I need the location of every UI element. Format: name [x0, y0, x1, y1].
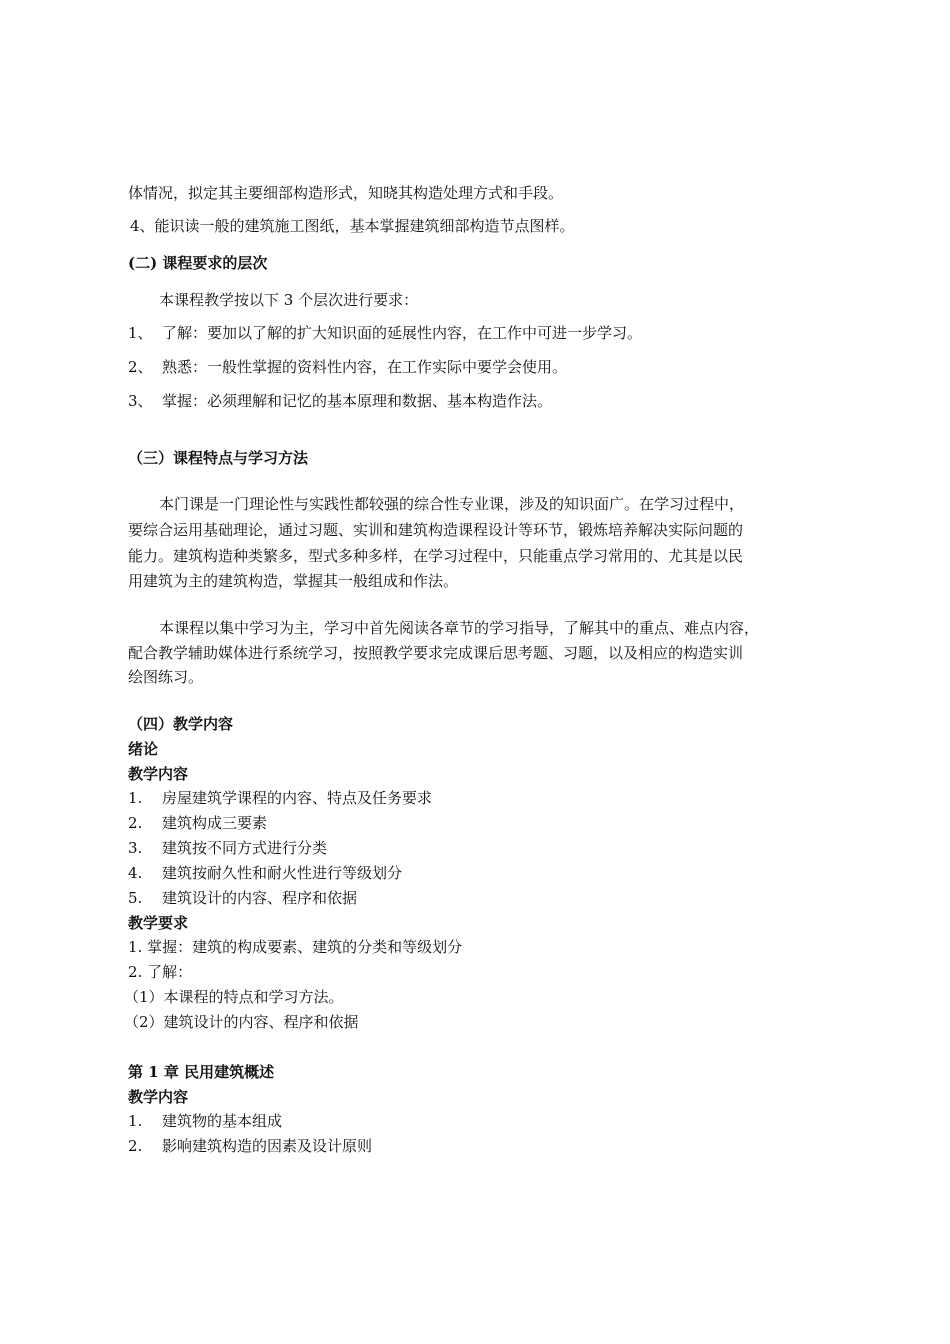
list-item-number: 3、 [128, 392, 153, 410]
list-item-text: 掌握：必须理解和记忆的基本原理和数据、基本构造作法。 [162, 392, 553, 410]
paragraph-line: 本课程以集中学习为主，学习中首先阅读各章节的学习指导，了解其中的重点、难点内容， [159, 619, 760, 637]
requirement-line: 2. 了解： [128, 963, 193, 981]
list-item-text: 建筑按不同方式进行分类 [162, 839, 328, 857]
list-item [128, 391, 552, 411]
list-item [128, 357, 567, 377]
list-item [128, 863, 402, 883]
requirement-line: （1）本课程的特点和学习方法。 [124, 988, 344, 1006]
chapter1-heading: 第 1 章 民用建筑概述 [128, 1063, 275, 1081]
intro-chapter-title: 绪论 [128, 740, 159, 758]
list-item-number: 4. [128, 864, 143, 882]
list-item-number: 1、 [128, 324, 153, 342]
paragraph-line: 用建筑为主的建筑构造，掌握其一般组成和作法。 [128, 572, 459, 590]
list-item-text: 建筑设计的内容、程序和依据 [162, 889, 358, 907]
list-item-text: 建筑按耐久性和耐火性进行等级划分 [162, 864, 403, 882]
list-item [128, 813, 267, 833]
list-item-text: 建筑构成三要素 [162, 814, 268, 832]
list-item-number: 3. [128, 839, 143, 857]
paragraph-line: 本门课是一门理论性与实践性都较强的综合性专业课，涉及的知识面广。在学习过程中， [159, 495, 745, 513]
intro-line-1: 体情况，拟定其主要细部构造形式，知晓其构造处理方式和手段。 [128, 184, 564, 202]
content-label: 教学内容 [128, 1088, 189, 1106]
list-item-number: 2、 [128, 358, 153, 376]
list-item [128, 838, 327, 858]
list-item-number: 1. [128, 789, 143, 807]
paragraph-line: 要综合运用基础理论，通过习题、实训和建筑构造课程设计等环节，锻炼培养解决实际问题的 [128, 521, 744, 539]
list-item-text: 熟悉：一般性掌握的资料性内容，在工作实际中要学会使用。 [162, 358, 568, 376]
list-item-number: 5. [128, 889, 143, 907]
list-item-text: 影响建筑构造的因素及设计原则 [162, 1137, 373, 1155]
list-item [128, 1111, 282, 1131]
list-item-number: 2. [128, 814, 143, 832]
requirement-line: （2）建筑设计的内容、程序和依据 [124, 1013, 359, 1031]
content-label: 教学内容 [128, 765, 189, 783]
section2-heading: (二) 课程要求的层次 [128, 254, 268, 272]
requirements-label: 教学要求 [128, 914, 189, 932]
list-item-text: 建筑物的基本组成 [162, 1112, 283, 1130]
list-item-text: 了解：要加以了解的扩大知识面的延展性内容，在工作中可进一步学习。 [162, 324, 643, 342]
list-item [128, 788, 432, 808]
section2-intro: 本课程教学按以下 3 个层次进行要求： [159, 291, 419, 309]
section3-heading: （三）课程特点与学习方法 [128, 449, 309, 467]
list-item [128, 888, 357, 908]
paragraph-line: 绘图练习。 [128, 668, 204, 686]
list-item [128, 323, 642, 343]
list-item [128, 1136, 372, 1156]
list-item-text: 房屋建筑学课程的内容、特点及任务要求 [162, 789, 433, 807]
list-item-number: 1. [128, 1112, 143, 1130]
intro-line-2: 4、能识读一般的建筑施工图纸，基本掌握建筑细部构造节点图样。 [130, 217, 575, 235]
requirement-line: 1. 掌握：建筑的构成要素、建筑的分类和等级划分 [128, 938, 463, 956]
paragraph-line: 配合教学辅助媒体进行系统学习，按照教学要求完成课后思考题、习题，以及相应的构造实训 [128, 644, 744, 662]
paragraph-line: 能力。建筑构造种类繁多，型式多种多样，在学习过程中，只能重点学习常用的、尤其是以民 [128, 547, 744, 565]
section4-heading: （四）教学内容 [128, 715, 234, 733]
list-item-number: 2. [128, 1137, 143, 1155]
